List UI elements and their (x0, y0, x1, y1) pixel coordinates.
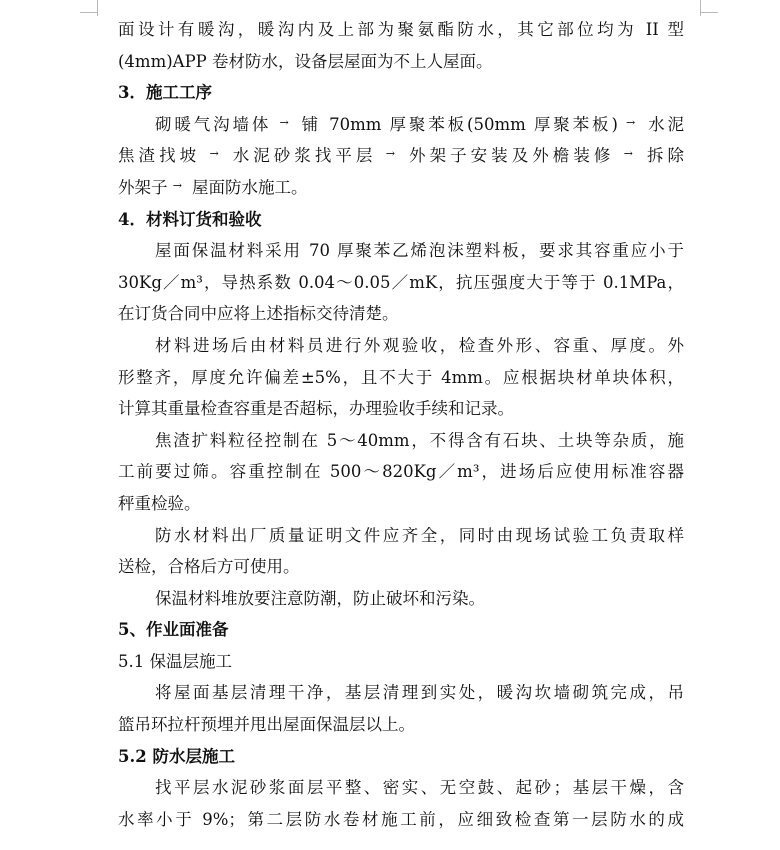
flow-arrow: → (279, 115, 289, 129)
paragraph-line (118, 488, 684, 520)
text-run: 焦渣找坡 (118, 146, 201, 166)
page-corner-mark-right (700, 0, 701, 16)
text-run: 秤重检验。 (118, 493, 201, 513)
paragraph-line (118, 109, 684, 141)
paragraph-line (118, 298, 684, 330)
paragraph-line (118, 741, 684, 773)
text-run: 防水材料出厂质量证明文件应齐全，同时由现场试验工负责取样 (155, 525, 684, 545)
text-run: 将屋面基层清理干净，基层清理到实处，暖沟坎墙砌筑完成，吊 (155, 683, 684, 703)
text-run: 送检，合格后方可使用。 (118, 557, 300, 577)
text-run: 屋面保温材料采用 70 厚聚苯乙烯泡沫塑料板，要求其容重应小于 (155, 241, 684, 261)
paragraph-line (118, 393, 684, 425)
text-run: 5.1 保温层施工 (118, 651, 232, 671)
flow-arrow: → (626, 115, 636, 129)
text-run: 材料进场后由材料员进行外观验收，检查外形、容重、厚度。外 (155, 335, 684, 355)
paragraph-line (118, 140, 684, 172)
paragraph-line (118, 677, 684, 709)
paragraph-line (118, 77, 684, 109)
paragraph-line (118, 330, 684, 362)
paragraph-line (118, 46, 684, 78)
paragraph-line (118, 709, 684, 741)
text-run: 屋面防水施工。 (192, 177, 308, 197)
text-run: 水率小于 9%；第二层防水卷材施工前，应细致检查第一层防水的成 (118, 809, 684, 829)
text-run: 外架子安装及外檐装修 (409, 146, 615, 166)
flow-arrow: → (385, 147, 395, 161)
paragraph-line (118, 614, 684, 646)
text-run: 面设计有暖沟，暖沟内及上部为聚氨酯防水，其它部位均为 II 型 (118, 20, 684, 39)
text-run: 形整齐，厚度允许偏差±5%，且不大于 4mm。应根据块材单块体积， (118, 367, 684, 387)
document-body (118, 14, 684, 835)
paragraph-line (118, 772, 684, 804)
text-run: 外架子 (118, 177, 168, 197)
text-run: 计算其重量检查容重是否超标，办理验收手续和记录。 (118, 399, 514, 419)
text-run: 拆除 (646, 146, 684, 166)
text-run: 水泥 (648, 114, 685, 134)
paragraph-line (118, 267, 684, 299)
paragraph-line (118, 456, 684, 488)
text-run: 5.2 防水层施工 (118, 746, 235, 766)
paragraph-line (118, 204, 684, 236)
text-run: 水泥砂浆找平层 (232, 146, 377, 166)
paragraph-line (118, 14, 684, 46)
text-run: 篮吊环拉杆预埋并甩出屋面保温层以上。 (118, 715, 415, 735)
text-run: 3．施工工序 (118, 83, 212, 103)
text-run: 砌暖气沟墙体 (155, 114, 272, 134)
text-run: 找平层水泥砂浆面层平整、密实、无空鼓、起砂；基层干燥，含 (155, 778, 684, 798)
text-run: 焦渣扩料粒径控制在 5～40mm，不得含有石块、土块等杂质，施 (155, 430, 684, 450)
text-run: 4．材料订货和验收 (118, 209, 262, 229)
paragraph-line (118, 551, 684, 583)
paragraph-line (118, 583, 684, 615)
paragraph-line (118, 804, 684, 836)
text-run: 在订货合同中应将上述指标交待清楚。 (118, 304, 399, 324)
paragraph-line (118, 425, 684, 457)
flow-arrow: → (172, 178, 182, 192)
page-corner-mark-left-h (80, 12, 97, 13)
page-corner-mark-left (97, 0, 98, 16)
text-run: 30Kg／m³，导热系数 0.04～0.05／mK，抗压强度大于等于 0.1MPa， (118, 272, 684, 292)
flow-arrow: → (623, 147, 633, 161)
flow-arrow: → (209, 147, 219, 161)
paragraph-line (118, 172, 684, 204)
text-run: 保温材料堆放要注意防潮，防止破坏和污染。 (155, 588, 485, 608)
text-run: 5、作业面准备 (118, 620, 229, 640)
paragraph-line (118, 520, 684, 552)
paragraph-line (118, 235, 684, 267)
text-run: 铺 70mm 厚聚苯板(50mm 厚聚苯板) (301, 114, 618, 134)
text-run: (4mm)APP 卷材防水，设备层屋面为不上人屋面。 (118, 51, 493, 71)
text-run: 工前要过筛。容重控制在 500～820Kg／m³，进场后应使用标准容器 (118, 462, 684, 482)
page-corner-mark-right-h (701, 12, 718, 13)
paragraph-line (118, 362, 684, 394)
paragraph-line (118, 646, 684, 678)
